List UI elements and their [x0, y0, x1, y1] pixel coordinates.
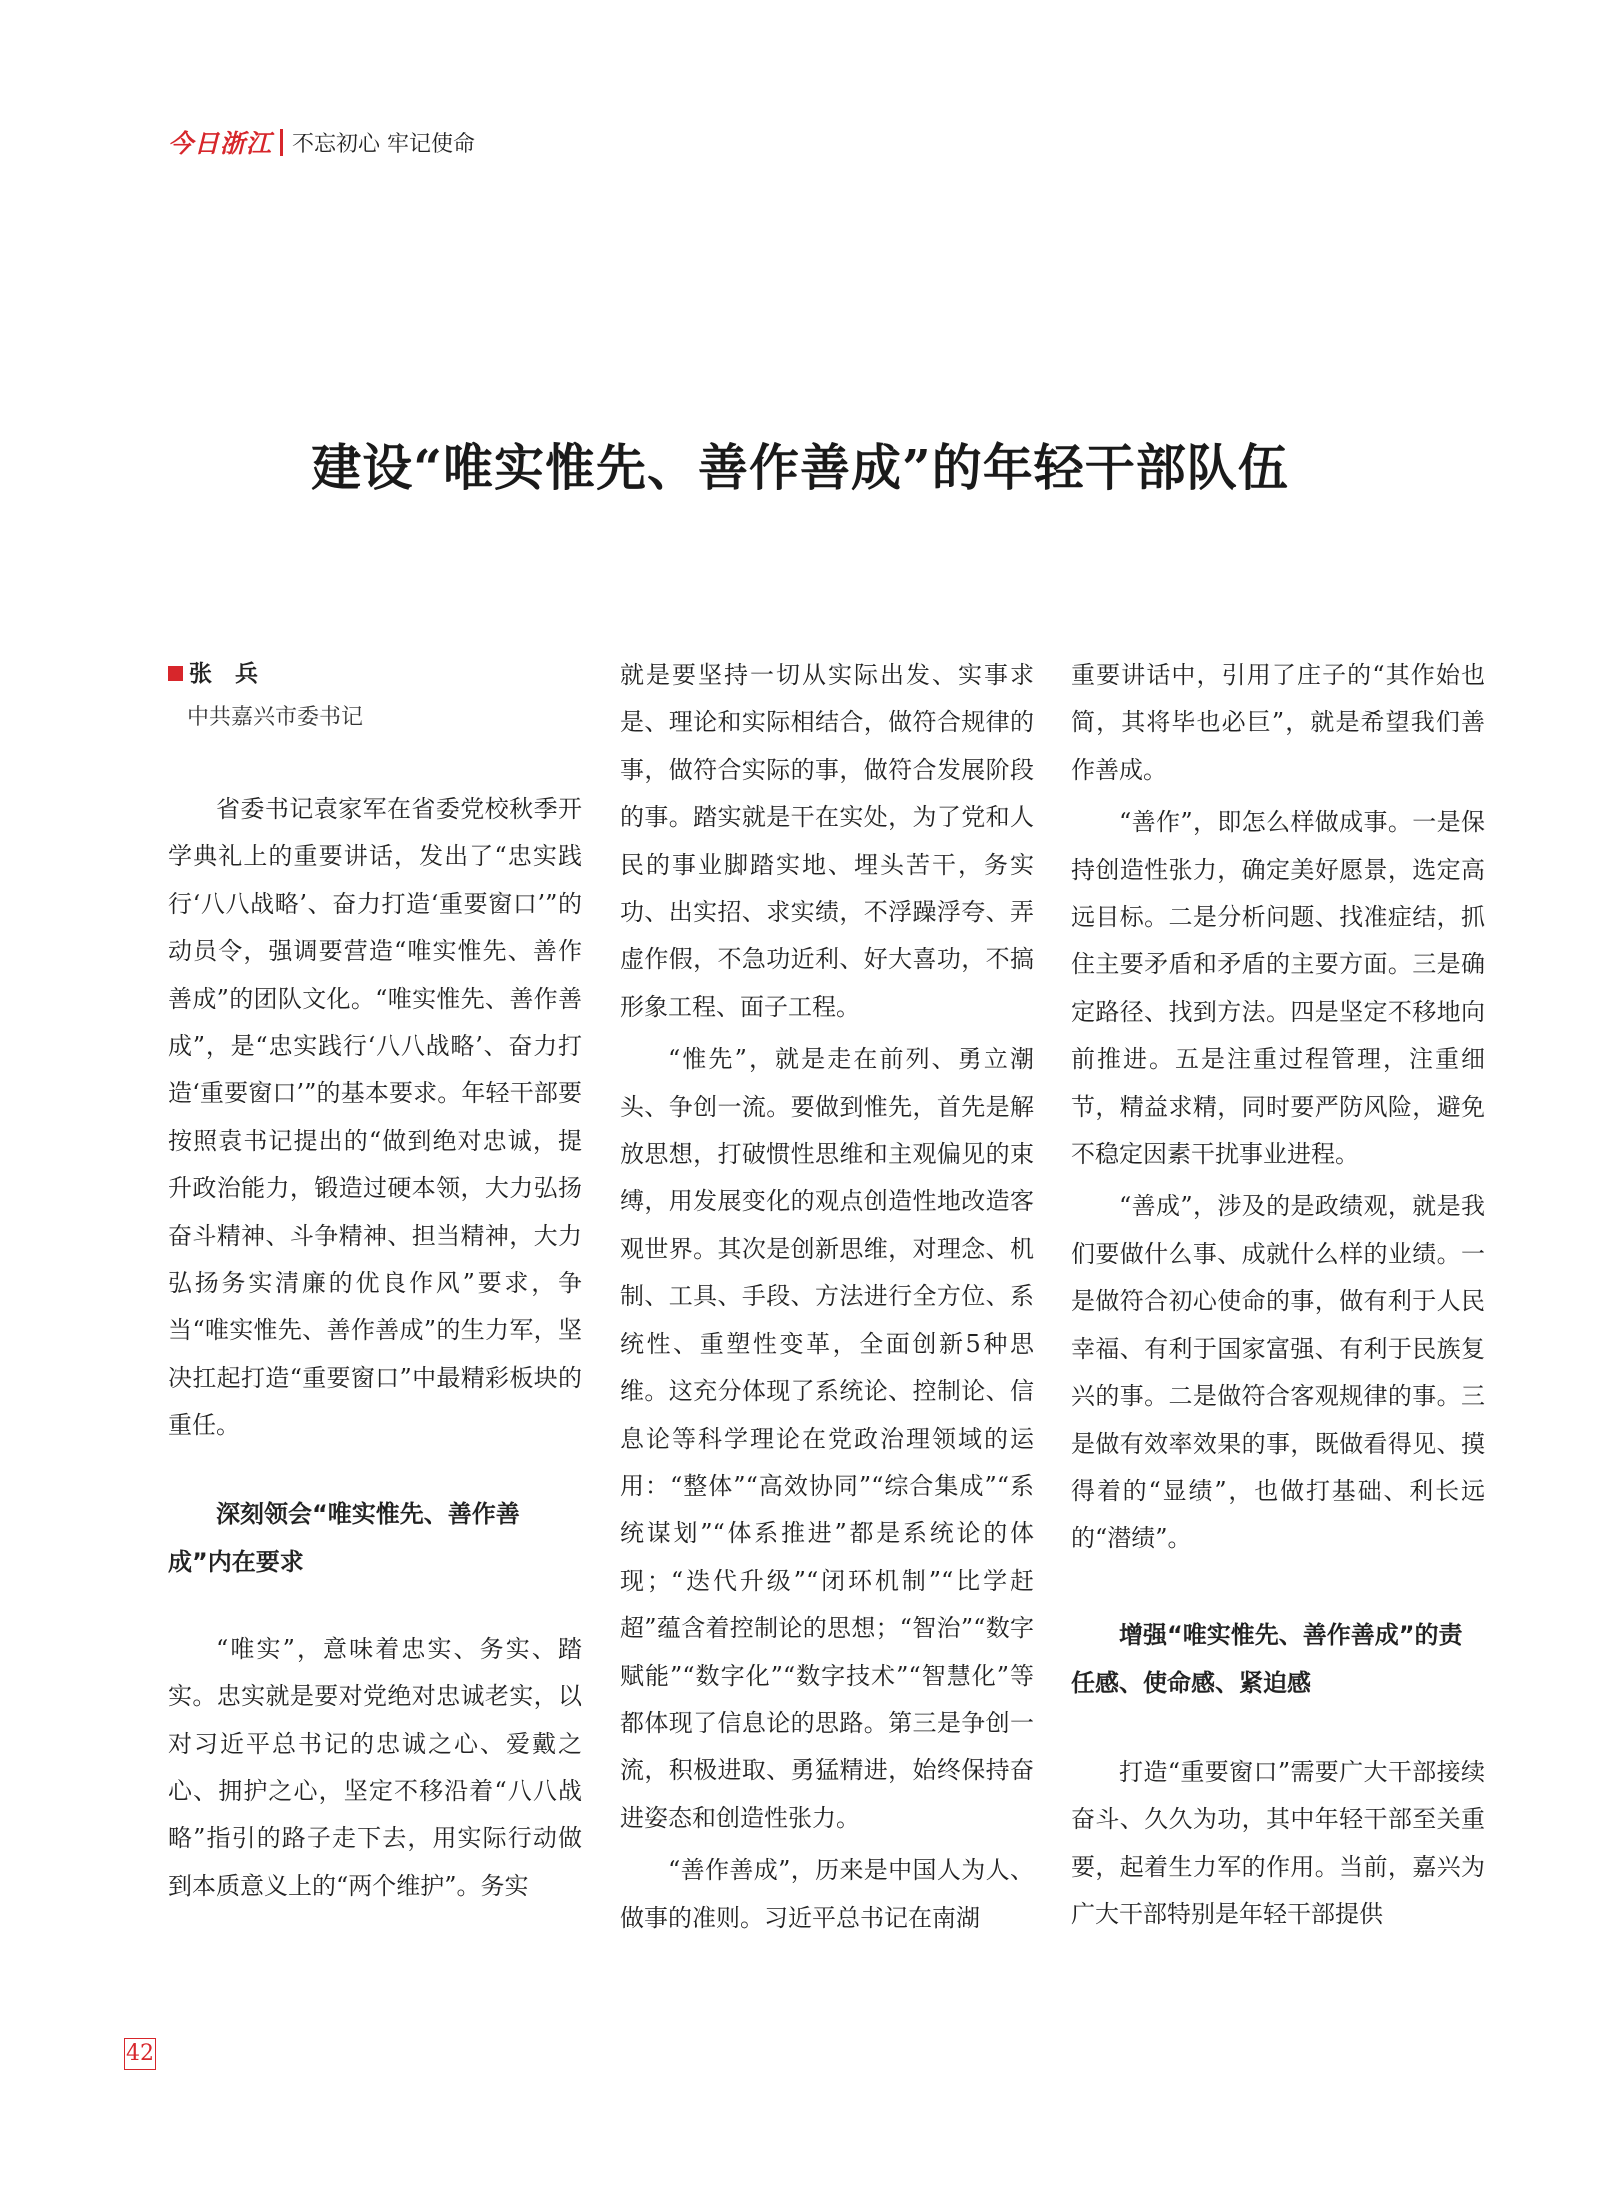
- author-line: [168, 652, 582, 696]
- article-column-2: [620, 652, 1034, 1942]
- page-header: [168, 122, 475, 162]
- author-title: 中共嘉兴市委书记: [187, 705, 364, 730]
- section-heading: 深刻领会“唯实惟先、善作善成”内在要求: [168, 1499, 520, 1576]
- paragraph: “善作”，即怎么样做成事。一是保持创造性张力，确定美好愿景，选定高远目标。二是分析问题、找准症结，抓住主要矛盾和矛盾的主要方面。三是确定路径、找到方法。四是坚定不移地向前推进。五是注重过程管理，注重细节，精益求精，同时要严防风险，避免不稳定因素干扰事业进程。: [1071, 808, 1485, 1169]
- paragraph: “善成”，涉及的是政绩观，就是我们要做什么事、成就什么样的业绩。一是做符合初心使命的事，做有利于人民幸福、有利于国家富强、有利于民族复兴的事。二是做符合客观规律的事。三是做有效率效果的事，既做看得见、摸得着的“显绩”，也做打基础、利长远的“潜绩”。: [1071, 1192, 1485, 1553]
- article-column-1: [168, 652, 582, 1910]
- section-heading: 增强“唯实惟先、善作善成”的责任感、使命感、紧迫感: [1071, 1620, 1463, 1697]
- paragraph: “善作善成”，历来是中国人为人、做事的准则。习近平总书记在南湖: [620, 1856, 1034, 1932]
- magazine-logo: 今日浙江: [168, 129, 273, 158]
- article-column-3: [1071, 652, 1485, 1938]
- paragraph-continued: 就是要坚持一切从实际出发、实事求是、理论和实际相结合，做符合规律的事，做符合实际的事，做符合发展阶段的事。踏实就是干在实处，为了党和人民的事业脚踏实地、埋头苦干，务实功、出实招、求实绩，不浮躁浮夸、弄虚作假，不急功近利、好大喜功，不搞形象工程、面子工程。: [620, 661, 1034, 1021]
- paragraph: 打造“重要窗口”需要广大干部接续奋斗、久久为功，其中年轻干部至关重要，起着生力军的作用。当前，嘉兴为广大干部特别是年轻干部提供: [1071, 1757, 1485, 1928]
- header-slogan: 不忘初心 牢记使命: [292, 131, 476, 157]
- paragraph: “唯实”，意味着忠实、务实、踏实。忠实就是要对党绝对忠诚老实，以对习近平总书记的忠诚之心、爱戴之心、拥护之心，坚定不移沿着“八八战略”指引的路子走下去，用实际行动做到本质意义上的“两个维护”。务实: [168, 1634, 582, 1900]
- article-title: 建设“唯实惟先、善作善成”的年轻干部队伍: [311, 438, 1289, 497]
- page-number: 42: [124, 2038, 156, 2070]
- author-name: 张 兵: [189, 661, 258, 687]
- paragraph-continued: 重要讲话中，引用了庄子的“其作始也简，其将毕也必巨”，就是希望我们善作善成。: [1071, 661, 1485, 784]
- paragraph: 省委书记袁家军在省委党校秋季开学典礼上的重要讲话，发出了“忠实践行‘八八战略’、奋力打造‘重要窗口’”的动员令，强调要营造“唯实惟先、善作善成”的团队文化。“唯实惟先、善作善成”，是“忠实践行‘八八战略’、奋力打造‘重要窗口’”的基本要求。年轻干部要按照袁书记提出的“做到绝对忠诚，提升政治能力，锻造过硬本领，大力弘扬奋斗精神、斗争精神、担当精神，大力弘扬务实清廉的优良作风”要求，争当“唯实惟先、善作善成”的生力军，坚决扛起打造“重要窗口”中最精彩板块的重任。: [168, 795, 582, 1440]
- author-marker-icon: [168, 666, 183, 681]
- paragraph: “惟先”，就是走在前列、勇立潮头、争创一流。要做到惟先，首先是解放思想，打破惯性思维和主观偏见的束缚，用发展变化的观点创造性地改造客观世界。其次是创新思维，对理念、机制、工具、手段、方法进行全方位、系统性、重塑性变革，全面创新5种思维。这充分体现了系统论、控制论、信息论等科学理论在党政治理领域的运用：“整体”“高效协同”“综合集成”“系统谋划”“体系推进”都是系统论的体现；“迭代升级”“闭环机制”“比学赶超”蕴含着控制论的思想；“智治”“数字赋能”“数字化”“数字技术”“智慧化”等都体现了信息论的思路。第三是争创一流，积极进取、勇猛精进，始终保持奋进姿态和创造性张力。: [620, 1045, 1034, 1832]
- header-divider: [280, 129, 283, 156]
